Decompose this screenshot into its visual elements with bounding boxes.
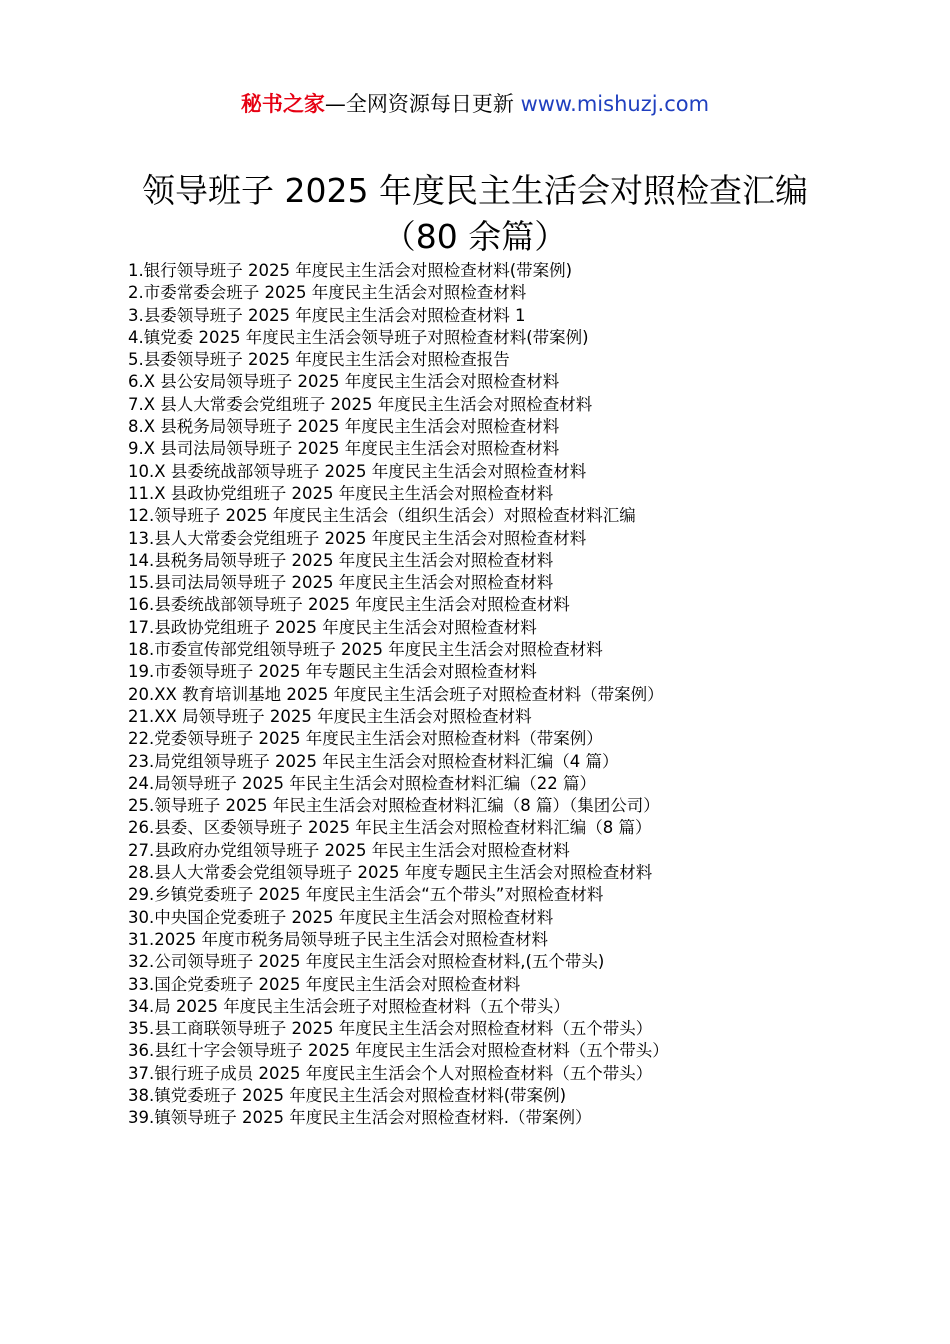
list-item: 11.X 县政协党组班子 2025 年度民主生活会对照检查材料: [128, 483, 554, 503]
list-item: 38.镇党委班子 2025 年度民主生活会对照检查材料(带案例): [128, 1085, 567, 1105]
list-item: 24.局领导班子 2025 年民主生活会对照检查材料汇编（22 篇）: [128, 773, 596, 793]
brand-name: 秘书之家: [240, 92, 325, 116]
list-item: 22.党委领导班子 2025 年度民主生活会对照检查材料（带案例）: [128, 729, 603, 749]
list-item: 1.银行领导班子 2025 年度民主生活会对照检查材料(带案例): [128, 261, 573, 280]
list-item: 5.县委领导班子 2025 年度民主生活会对照检查报告: [128, 350, 510, 370]
list-item: 17.县政协党组班子 2025 年度民主生活会对照检查材料: [128, 617, 537, 637]
list-item: 3.县委领导班子 2025 年度民主生活会对照检查材料 1: [128, 305, 526, 325]
list-item: 21.XX 局领导班子 2025 年度民主生活会对照检查材料: [128, 706, 532, 726]
list-item: 6.X 县公安局领导班子 2025 年度民主生活会对照检查材料: [128, 372, 560, 392]
list-item: 39.镇领导班子 2025 年度民主生活会对照检查材料.（带案例）: [128, 1108, 592, 1128]
header-tagline: —全网资源每日更新: [324, 92, 521, 116]
document-subtitle: （80 余篇）: [382, 217, 568, 256]
list-item: 26.县委、区委领导班子 2025 年民主生活会对照检查材料汇编（8 篇）: [128, 818, 652, 838]
list-item: 19.市委领导班子 2025 年专题民主生活会对照检查材料: [128, 662, 537, 682]
site-header: [0, 88, 950, 120]
list-item: 37.银行班子成员 2025 年度民主生活会个人对照检查材料（五个带头）: [128, 1063, 653, 1083]
list-item: 18.市委宣传部党组领导班子 2025 年度民主生活会对照检查材料: [128, 640, 603, 660]
list-item: 10.X 县委统战部领导班子 2025 年度民主生活会对照检查材料: [128, 461, 587, 481]
list-item: 2.市委常委会班子 2025 年度民主生活会对照检查材料: [128, 283, 527, 303]
list-item: 34.局 2025 年度民主生活会班子对照检查材料（五个带头）: [128, 996, 570, 1016]
list-item: 31.2025 年度市税务局领导班子民主生活会对照检查材料: [128, 929, 548, 949]
list-item: 16.县委统战部领导班子 2025 年度民主生活会对照检查材料: [128, 595, 570, 615]
list-item: 36.县红十字会领导班子 2025 年度民主生活会对照检查材料（五个带头）: [128, 1041, 669, 1061]
list-item: 32.公司领导班子 2025 年度民主生活会对照检查材料,(五个带头): [128, 952, 605, 972]
list-item: 15.县司法局领导班子 2025 年度民主生活会对照检查材料: [128, 573, 554, 593]
list-item: 20.XX 教育培训基地 2025 年度民主生活会班子对照检查材料（带案例）: [128, 684, 664, 704]
list-item: 9.X 县司法局领导班子 2025 年度民主生活会对照检查材料: [128, 439, 560, 459]
list-item: 27.县政府办党组领导班子 2025 年民主生活会对照检查材料: [128, 840, 570, 860]
list-item: 13.县人大常委会党组班子 2025 年度民主生活会对照检查材料: [128, 528, 587, 548]
list-item: 35.县工商联领导班子 2025 年度民主生活会对照检查材料（五个带头）: [128, 1019, 653, 1039]
list-item: 33.国企党委班子 2025 年度民主生活会对照检查材料: [128, 974, 521, 994]
list-item: 25.领导班子 2025 年民主生活会对照检查材料汇编（8 篇）（集团公司）: [128, 796, 660, 816]
list-item: 30.中央国企党委班子 2025 年度民主生活会对照检查材料: [128, 907, 554, 927]
list-item: 14.县税务局领导班子 2025 年度民主生活会对照检查材料: [128, 550, 554, 570]
list-item: 7.X 县人大常委会党组班子 2025 年度民主生活会对照检查材料: [128, 394, 593, 414]
list-item: 12.领导班子 2025 年度民主生活会（组织生活会）对照检查材料汇编: [128, 506, 636, 526]
list-item: 8.X 县税务局领导班子 2025 年度民主生活会对照检查材料: [128, 417, 560, 437]
document-title: 领导班子 2025 年度民主生活会对照检查汇编: [142, 171, 808, 210]
list-item: 29.乡镇党委班子 2025 年度民主生活会“五个带头”对照检查材料: [128, 885, 604, 905]
table-of-contents: [128, 260, 669, 1130]
list-item: 28.县人大常委会党组领导班子 2025 年度专题民主生活会对照检查材料: [128, 863, 653, 883]
site-url-link[interactable]: www.mishuzj.com: [520, 92, 710, 116]
list-item: 4.镇党委 2025 年度民主生活会领导班子对照检查材料(带案例): [128, 327, 589, 347]
list-item: 23.局党组领导班子 2025 年民主生活会对照检查材料汇编（4 篇）: [128, 751, 619, 771]
